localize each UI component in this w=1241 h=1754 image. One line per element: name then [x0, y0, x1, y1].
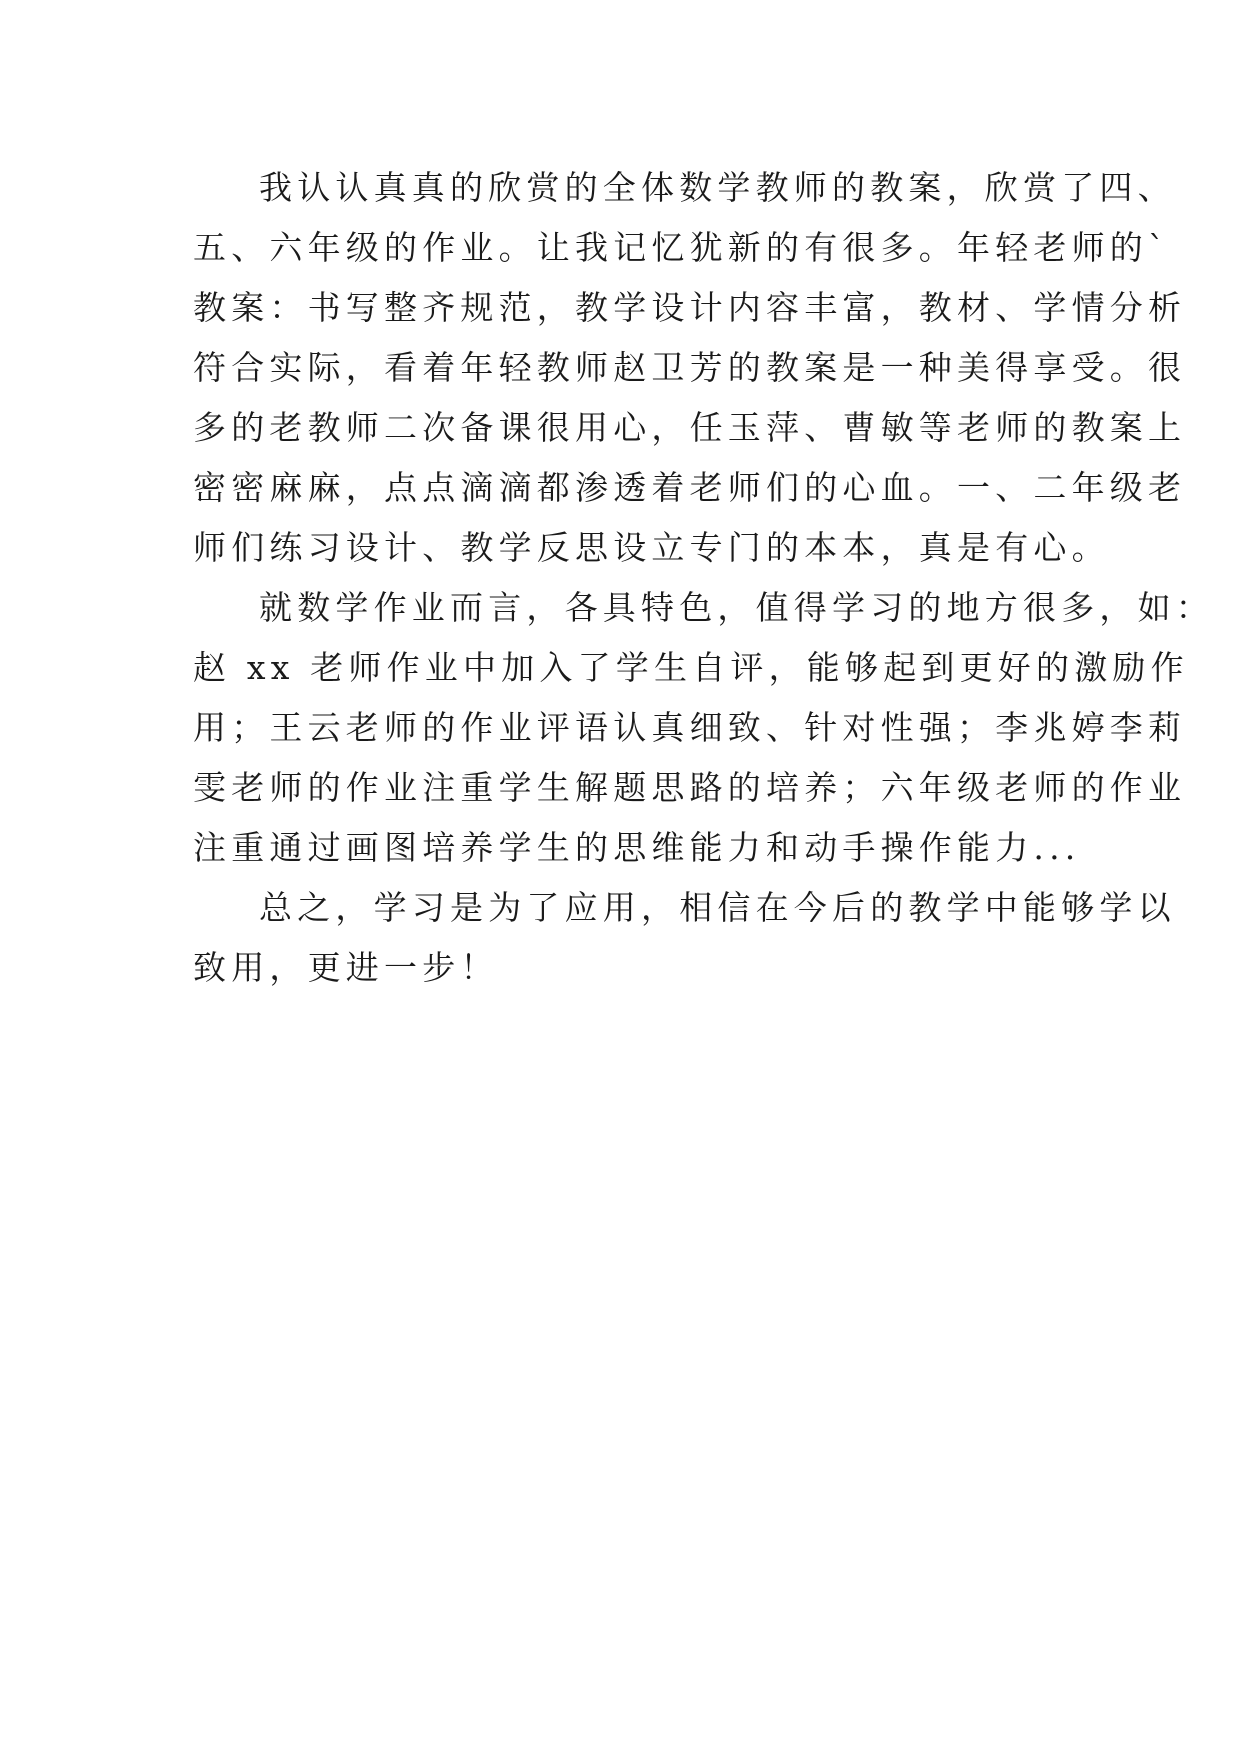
paragraph-line: 五、六年级的作业。让我记忆犹新的有很多。年轻老师的` [193, 228, 1170, 267]
paragraph-line: 师们练习设计、教学反思设立专门的本本，真是有心。 [193, 528, 1110, 567]
paragraph-3 [193, 878, 1176, 998]
paragraph-line: 我认认真真的欣赏的全体数学教师的教案，欣赏了四、 [259, 168, 1176, 207]
paragraph-line: 总之，学习是为了应用，相信在今后的教学中能够学以 [259, 888, 1176, 927]
paragraph-line: 密密麻麻，点点滴滴都渗透着老师们的心血。一、二年级老 [193, 468, 1187, 507]
paragraph-line: 用；王云老师的作业评语认真细致、针对性强；李兆婷李莉 [193, 708, 1187, 747]
paragraph-line: 就数学作业而言，各具特色，值得学习的地方很多，如： [259, 588, 1214, 627]
paragraph-1 [193, 158, 1187, 578]
document-body [193, 158, 1214, 998]
paragraph-line: 注重通过画图培养学生的思维能力和动手操作能力... [193, 828, 1081, 867]
paragraph-line: 符合实际，看着年轻教师赵卫芳的教案是一种美得享受。很 [193, 348, 1187, 387]
paragraph-line: 赵 xx 老师作业中加入了学生自评，能够起到更好的激励作 [193, 648, 1189, 687]
paragraph-line: 致用，更进一步！ [193, 948, 499, 987]
paragraph-line: 多的老教师二次备课很用心，任玉萍、曹敏等老师的教案上 [193, 408, 1187, 447]
paragraph-line: 雯老师的作业注重学生解题思路的培养；六年级老师的作业 [193, 768, 1187, 807]
paragraph-2 [193, 578, 1214, 878]
paragraph-line: 教案：书写整齐规范，教学设计内容丰富，教材、学情分析 [193, 288, 1187, 327]
